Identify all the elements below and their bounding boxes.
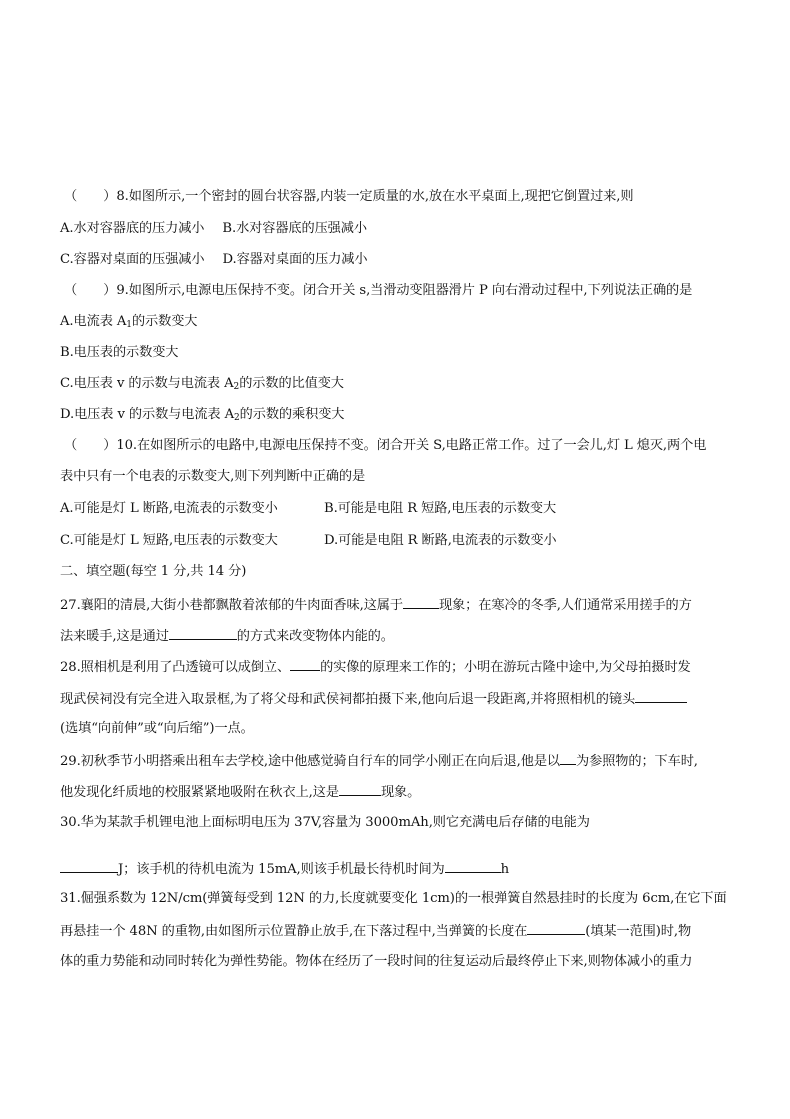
question-8-option-c: C.容器对桌面的压强减小 — [60, 252, 205, 267]
question-28-line-3: (选填“向前伸”或“向后缩”)一点。 — [60, 721, 254, 736]
question-9-stem: （ ）9.如图所示,电源电压保持不变。闭合开关 s,当滑动变阻器滑片 P 向右滑动过程中,下列说法正确的是 — [64, 283, 693, 298]
answer-blank — [560, 751, 576, 765]
question-31-line-1: 31.倔强系数为 12N/cm(弹簧每受到 12N 的力,长度就要变化 1cm)的一根弹簧自然悬挂时的长度为 6cm,在它下面 — [60, 891, 727, 906]
answer-blank — [445, 859, 501, 873]
question-10-option-b: B.可能是电阻 R 短路,电压表的示数变大 — [324, 501, 557, 516]
question-8-option-d: D.容器对桌面的压力减小 — [222, 252, 368, 267]
question-29-line-1: 29.初秋季节小明搭乘出租车去学校,途中他感觉骑自行车的同学小刚正在向后退,他是以 为参照物的；下车时, — [60, 751, 698, 771]
answer-blank — [169, 626, 237, 640]
question-30-line-2: J；该手机的待机电流为 15mA,则该手机最长待机时间为 h — [60, 859, 509, 879]
question-10-option-d: D.可能是电阻 R 断路,电流表的示数变小 — [324, 533, 557, 548]
answer-blank — [290, 657, 320, 671]
question-9-option-d: D.电压表 v 的示数与电流表 $A_2$的示数的乘积变大 — [60, 407, 345, 423]
question-10-options-row-1 — [60, 500, 556, 518]
answer-blank — [527, 921, 585, 935]
question-9-option-b: B.电压表的示数变大 — [60, 345, 179, 360]
question-30-line-1: 30.华为某款手机锂电池上面标明电压为 37V,容量为 3000mAh,则它充满电后存储的电能为 — [60, 815, 590, 830]
question-8-stem: （ ）8.如图所示,一个密封的圆台状容器,内装一定质量的水,放在水平桌面上,现把它倒置过来,则 — [64, 189, 634, 204]
question-10-option-a: A.可能是灯 L 断路,电流表的示数变小 — [60, 501, 278, 516]
question-8-options-row-1 — [60, 220, 367, 238]
question-28-line-1: 28.照相机是利用了凸透镜可以成倒立、 的实像的原理来工作的；小明在游玩古隆中途中,为父母拍摄时发 — [60, 657, 691, 677]
answer-blank — [403, 595, 439, 609]
section-heading: 二、填空题(每空 1 分,共 14 分) — [60, 564, 247, 579]
question-10-option-c: C.可能是灯 L 短路,电压表的示数变大 — [60, 533, 278, 548]
question-31-line-2: 再悬挂一个 48N 的重物,由如图所示位置静止放手,在下落过程中,当弹簧的长度在 (填某一范围)时,物 — [60, 921, 691, 941]
question-27-line-1: 27.襄阳的清晨,大街小巷都飘散着浓郁的牛肉面香味,这属于 现象；在寒冷的冬季,人们通常采用搓手的方 — [60, 595, 692, 615]
question-10-stem-line-1: （ ）10.在如图所示的电路中,电源电压保持不变。闭合开关 S,电路正常工作。过了一会儿,灯 L 熄灭,两个电 — [64, 438, 707, 453]
question-8-options-row-2 — [60, 251, 367, 269]
answer-blank — [339, 782, 381, 796]
question-9-option-a: A.电流表 $A_1$的示数变大 — [60, 314, 198, 330]
question-10-options-row-2 — [60, 532, 557, 550]
answer-blank — [60, 859, 118, 873]
question-29-line-2: 他发现化纤质地的校服紧紧地吸附在秋衣上,这是 现象。 — [60, 782, 420, 802]
answer-blank — [635, 689, 687, 703]
question-9-option-c: C.电压表 v 的示数与电流表 $A_2$的示数的比值变大 — [60, 376, 344, 392]
question-10-stem-line-2: 表中只有一个电表的示数变大,则下列判断中正确的是 — [60, 469, 366, 484]
question-8-option-a: A.水对容器底的压力减小 — [60, 221, 205, 236]
question-28-line-2: 现武侯祠没有完全进入取景框,为了将父母和武侯祠都拍摄下来,他向后退一段距离,并将照相机的镜头 — [60, 689, 687, 709]
question-27-line-2: 法来暖手,这是通过 的方式来改变物体内能的。 — [60, 626, 394, 646]
question-31-line-3: 体的重力势能和动同时转化为弹性势能。物体在经历了一段时间的往复运动后最终停止下来,则物体减小的重力 — [60, 954, 693, 969]
question-8-option-b: B.水对容器底的压强减小 — [222, 221, 367, 236]
